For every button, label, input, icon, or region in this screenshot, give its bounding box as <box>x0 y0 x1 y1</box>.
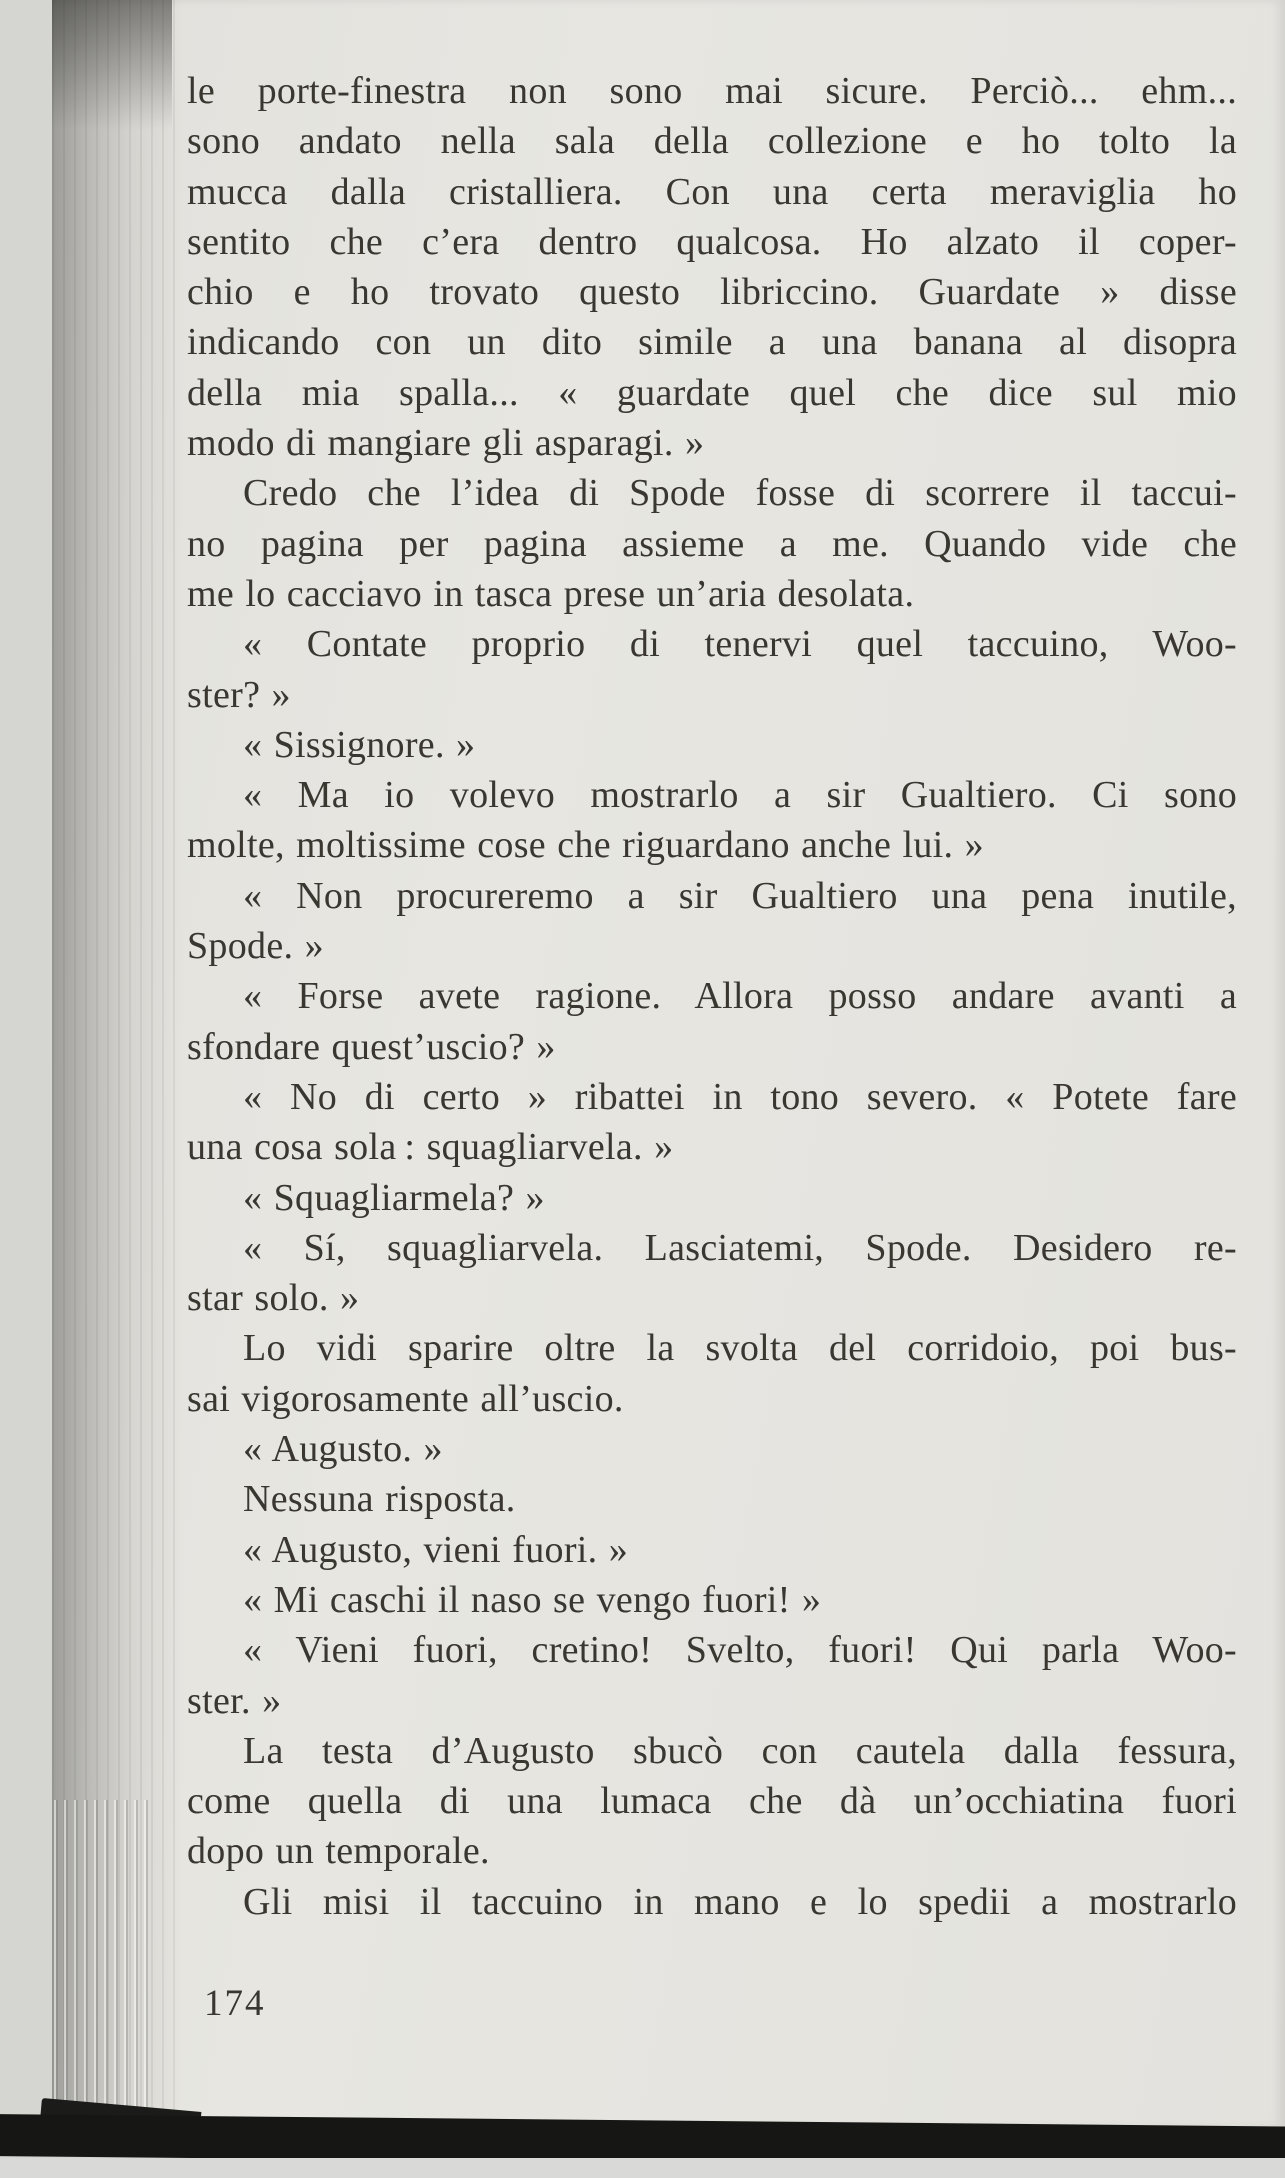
text-line: indicando con un dito simile a una banana al disopra <box>187 321 1237 364</box>
text-line: me lo cacciavo in tasca prese un’aria desolata. <box>187 572 915 615</box>
scanner-bed-strip <box>0 2158 1285 2178</box>
text-line: « Mi caschi il naso se vengo fuori! » <box>243 1578 822 1621</box>
text-line: « Forse avete ragione. Allora posso andare avanti a <box>243 975 1237 1018</box>
text-line: molte, moltissime cose che riguardano anche lui. » <box>187 824 984 867</box>
text-line: « Contate proprio di tenervi quel taccuino, Woo- <box>243 623 1237 666</box>
text-line: Nessuna risposta. <box>243 1478 516 1521</box>
text-line: no pagina per pagina assieme a me. Quando vide che <box>187 522 1237 565</box>
text-line: La testa d’Augusto sbucò con cautela dalla fessura, <box>243 1729 1237 1772</box>
text-line: Gli misi il taccuino in mano e lo spedii a mostrarlo <box>243 1880 1237 1923</box>
text-line: Credo che l’idea di Spode fosse di scorrere il taccui- <box>243 472 1237 515</box>
text-line: Spode. » <box>187 925 324 968</box>
text-line: le porte-finestra non sono mai sicure. Perciò... ehm... <box>187 70 1237 112</box>
text-line: star solo. » <box>187 1277 360 1320</box>
text-line: modo di mangiare gli asparagi. » <box>187 422 705 465</box>
text-line: ster? » <box>187 673 291 716</box>
text-line: della mia spalla... « guardate quel che dice sul mio <box>187 371 1237 414</box>
text-line: sfondare quest’uscio? » <box>187 1025 556 1068</box>
text-line: sono andato nella sala della collezione e ho tolto la <box>187 120 1237 163</box>
text-line: « Sissignore. » <box>243 723 476 766</box>
text-line: « No di certo » ribattei in tono severo. « Potete fare <box>243 1075 1237 1118</box>
text-line: mucca dalla cristalliera. Con una certa meraviglia ho <box>187 170 1237 213</box>
page-text <box>187 66 1237 1927</box>
text-line: « Augusto. » <box>243 1428 443 1471</box>
text-line: come quella di una lumaca che dà un’occhiatina fuori <box>187 1780 1237 1823</box>
text-line: Lo vidi sparire oltre la svolta del corridoio, poi bus- <box>243 1327 1237 1370</box>
page-number: 174 <box>204 1983 266 2024</box>
text-line: « Ma io volevo mostrarlo a sir Gualtiero. Ci sono <box>243 774 1237 817</box>
stacked-page-edges <box>54 1800 154 2118</box>
text-line: dopo un temporale. <box>187 1830 490 1873</box>
text-line: « Vieni fuori, cretino! Svelto, fuori! Qui parla Woo- <box>243 1629 1237 1672</box>
text-line: « Augusto, vieni fuori. » <box>243 1528 629 1571</box>
text-line: sai vigorosamente all’uscio. <box>187 1377 624 1420</box>
text-line: sentito che c’era dentro qualcosa. Ho alzato il coper- <box>187 220 1237 263</box>
text-line: « Squagliarmela? » <box>243 1176 545 1219</box>
text-line: « Non procureremo a sir Gualtiero una pena inutile, <box>243 874 1237 917</box>
gutter-top-shadow <box>52 0 172 130</box>
text-line: una cosa sola : squagliarvela. » <box>187 1126 674 1169</box>
text-line: « Sí, squagliarvela. Lasciatemi, Spode. Desidero re- <box>243 1226 1237 1269</box>
text-line: chio e ho trovato questo libriccino. Guardate » disse <box>187 271 1237 314</box>
text-line: ster. » <box>187 1679 282 1722</box>
